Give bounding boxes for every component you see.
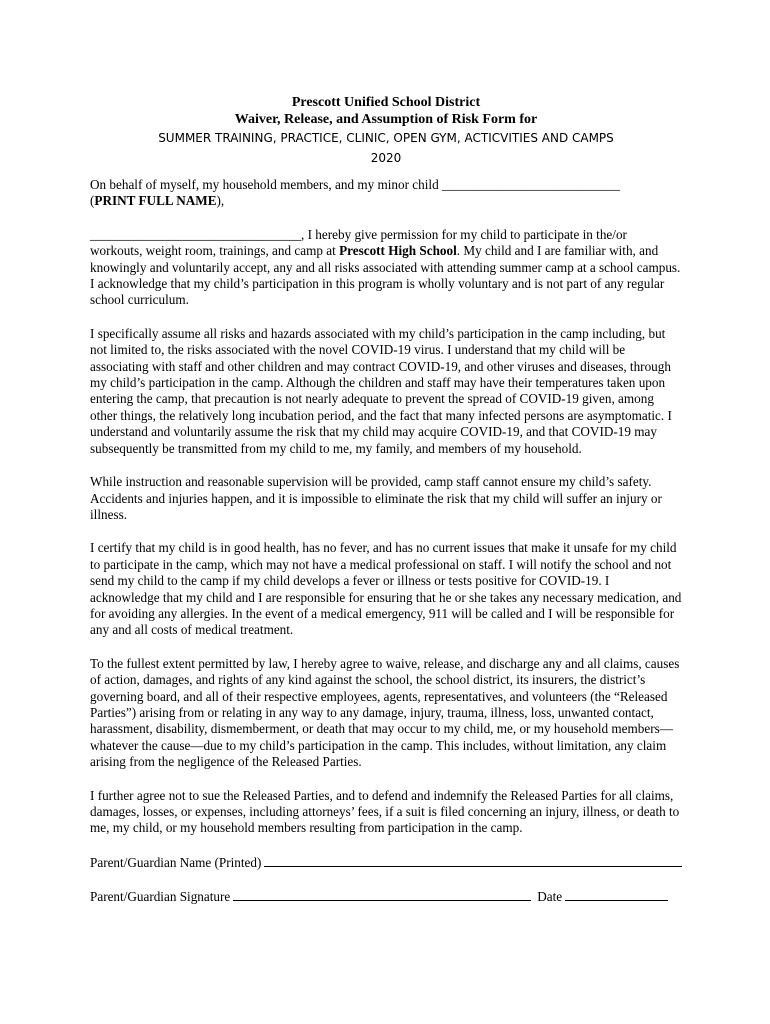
permission-text-before: ________________________________, I hereby give permission for my child to participate in the/or workouts, weight room, trainings, and camp at xyxy=(90,226,627,259)
waiver-document xyxy=(90,94,682,923)
indemnify-paragraph: I further agree not to sue the Released Parties, and to defend and indemnify the Released Parties for all claims, damages, losses, or expenses, including attorneys’ fees, if a suit is filed concerning an injury, illness, or death to me, my child, or my household members resulting from participation in the camp. xyxy=(90,787,680,836)
supervision-paragraph: While instruction and reasonable supervision will be provided, camp staff cannot ensure my child’s safety. Accidents and injuries happen, and it is impossible to eliminate the risk that my child will suffer an injury or illness. xyxy=(90,474,662,522)
print-full-name-label: PRINT FULL NAME xyxy=(94,193,217,209)
form-year: 2020 xyxy=(370,151,402,165)
date-field[interactable] xyxy=(565,888,668,901)
guardian-signature-row xyxy=(90,888,682,905)
guardian-name-field[interactable] xyxy=(264,854,682,867)
form-subtitle: SUMMER TRAINING, PRACTICE, CLINIC, OPEN GYM, ACTICVITIES AND CAMPS xyxy=(158,131,614,145)
guardian-signature-label: Parent/Guardian Signature xyxy=(90,889,231,905)
intro-text: On behalf of myself, my household members, and my minor child ___________________________ xyxy=(90,177,620,192)
form-title: Waiver, Release, and Assumption of Risk Form for xyxy=(234,112,538,127)
document-header xyxy=(90,94,682,167)
intro-close: ), xyxy=(216,193,225,209)
risk-assumption-paragraph: I specifically assume all risks and hazards associated with my child’s participation in the camp including, but not limited to, the risks associated with the novel COVID-19 virus. I understand that my child will be associating with staff and other children and may contract COVID-19, and other viruses and diseases, through my child’s participation in the camp. Although the children and staff may have their temperatures taken upon entering the camp, that precaution is not nearly adequate to prevent the spread of COVID-19 given, among other things, the relatively long incubation period, and the fact that many infected persons are asymptomatic. I understand and voluntarily assume the risk that my child may acquire COVID-19, and that COVID-19 may subsequently be transmitted from my child to me, my family, and members of my household. xyxy=(90,325,672,456)
district-name: Prescott Unified School District xyxy=(291,95,481,110)
intro-open-paren: ( xyxy=(90,193,95,209)
school-name: Prescott High School xyxy=(339,243,457,259)
permission-text-after: . My child and I are familiar with, and knowingly and voluntarily accept, any and all risks associated with attending summer camp at a school campus. I acknowledge that my child’s participation in this program is wholly voluntary and is not part of any regular school curriculum. xyxy=(90,243,681,308)
intro-paragraph xyxy=(90,177,682,210)
guardian-name-row xyxy=(90,854,682,871)
guardian-signature-field[interactable] xyxy=(233,888,531,901)
date-label: Date xyxy=(537,889,563,905)
health-certification-paragraph: I certify that my child is in good health, has no fever, and has no current issues that make it unsafe for my child to participate in the camp, which may not have a medical professional on staff. I will notify the school and not send my child to the camp if my child develops a fever or illness or tests positive for COVID-19. I acknowledge that my child and I are responsible for ensuring that he or she takes any necessary medication, and for avoiding any allergies. In the event of a medical emergency, 911 will be called and I will be responsible for any and all costs of medical treatment. xyxy=(90,540,682,638)
permission-paragraph xyxy=(90,227,682,309)
guardian-name-label: Parent/Guardian Name (Printed) xyxy=(90,854,262,870)
release-paragraph: To the fullest extent permitted by law, I hereby agree to waive, release, and discharge any and all claims, causes of action, damages, and rights of any kind against the school, the school district, its insurers, the district’s governing board, and all of their respective employees, agents, representatives, and volunteers (the “Released Parties”) arising from or relating in any way to any damage, injury, trauma, illness, loss, unwanted contact, harassment, disability, dismemberment, or death that may occur to my child, me, or my household members—whatever the cause—due to my child’s participation in the camp. This includes, without limitation, any claim arising from the negligence of the Released Parties. xyxy=(90,655,680,770)
